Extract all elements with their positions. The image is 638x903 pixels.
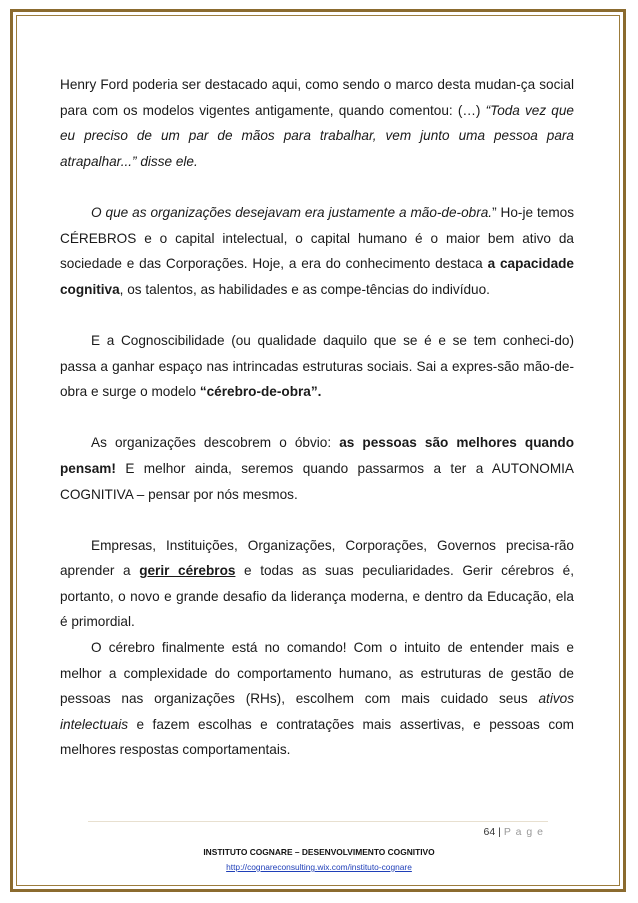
p4-text-a: As organizações descobrem o óbvio: xyxy=(91,435,340,451)
paragraph-5 xyxy=(60,533,574,635)
page-number xyxy=(483,826,544,838)
p1-quote: “Toda vez que eu preciso de um par de mãos para trabalhar, vem junto uma pessoa para atrapalhar...” disse ele. xyxy=(60,102,574,169)
p3-bold: “cérebro-de-obra”. xyxy=(199,384,322,400)
p5-text-b: e todas as suas peculiaridades. Gerir cérebros é, portanto, o novo e grande desafio da liderança moderna, e dentro da Educação, ela é primordial. xyxy=(60,563,574,630)
p5-bold-underlined: gerir cérebros xyxy=(139,563,236,579)
p2-quote: O que as organizações desejavam era justamente a mão-de-obra. xyxy=(91,204,493,220)
p6-italic: ativos intelectuais xyxy=(60,691,574,732)
page-number-separator: | xyxy=(498,826,501,838)
footer-divider xyxy=(88,821,548,822)
p5-text-a: Empresas, Instituições, Organizações, Corporações, Governos precisa-rão aprender a xyxy=(60,537,574,579)
p4-text-b: E melhor ainda, seremos quando passarmos a ter a AUTONOMIA COGNITIVA – pensar por nós mesmos. xyxy=(60,460,574,502)
p6-text-a: O cérebro finalmente está no comando! Com o intuito de entender mais e melhor a complexidade do comportamento humano, as estruturas de gestão de pessoas nas organizações (RHs), escolhem com mais cuidado seus xyxy=(60,640,574,707)
paragraph-4 xyxy=(60,430,574,507)
document-body xyxy=(60,72,574,763)
paragraph-3 xyxy=(60,328,574,405)
paragraph-6 xyxy=(60,635,574,763)
paragraph-2 xyxy=(60,200,574,302)
p1-text: Henry Ford poderia ser destacado aqui, como sendo o marco desta mudan-ça social para com os modelos vigentes antigamente, quando comentou: (…) xyxy=(60,77,574,118)
p4-bold: as pessoas são melhores quando pensam! xyxy=(60,435,574,476)
p6-text-b: e fazem escolhas e contratações mais assertivas, e pessoas com melhores respostas comportamentais. xyxy=(60,716,574,758)
footer-url-link[interactable]: http://cognareconsulting.wix.com/instituto-cognare xyxy=(226,862,412,872)
p3-text: E a Cognoscibilidade (ou qualidade daquilo que se é e se tem conheci-do) passa a ganhar espaço nas intrincadas estruturas sociais. Sai a expres-são mão-de-obra e surge o modelo xyxy=(60,332,574,400)
p2-text-a: ” Ho-je temos CÉREBROS e o capital intelectual, o capital humano é o maior bem ativo da sociedade e das Corporações. Hoje, a era do conhecimento destaca xyxy=(60,204,574,272)
p2-bold: a capacidade cognitiva xyxy=(60,256,574,297)
page-number-value: 64 xyxy=(483,826,496,838)
page-label: P a g e xyxy=(503,826,544,838)
footer-institution: INSTITUTO COGNARE – DESENVOLVIMENTO COGNITIVO xyxy=(203,847,435,857)
paragraph-1 xyxy=(60,72,574,174)
p2-text-b: , os talentos, as habilidades e as compe-tências do indivíduo. xyxy=(119,281,490,297)
